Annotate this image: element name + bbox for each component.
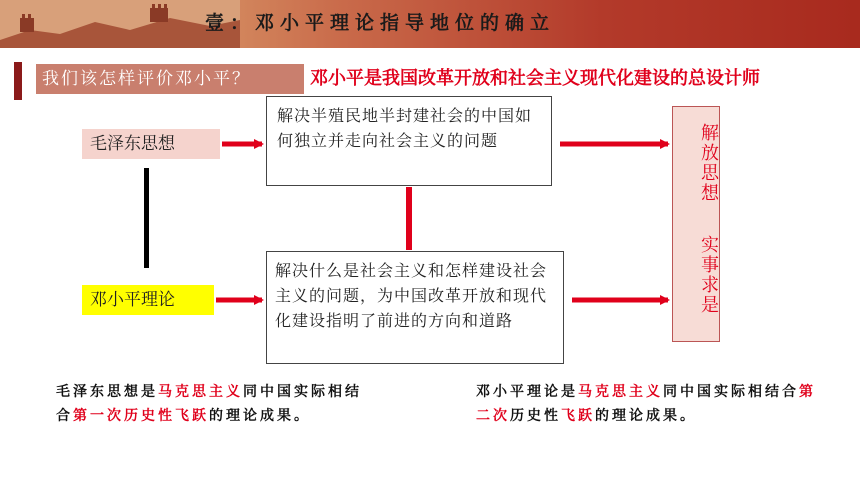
mao-summary: 毛泽东思想是马克思主义同中国实际相结合第一次历史性飞跃的理论成果。 xyxy=(56,384,362,424)
mao-problem-box: 解决半殖民地半封建社会的中国如何独立并走向社会主义的问题 xyxy=(266,96,552,186)
answer-text: 邓小平是我国改革开放和社会主义现代化建设的总设计师 xyxy=(310,68,760,89)
deng-summary: 邓小平理论是马克思主义同中国实际相结合第二次历史性飞跃的理论成果。 xyxy=(476,384,816,424)
question-label: 我们该怎样评价邓小平？ xyxy=(36,64,304,94)
page-title: 壹：邓小平理论指导地位的确立 xyxy=(205,12,556,34)
conclusion-top-text: 解放思想 xyxy=(698,123,719,203)
mao-thought-label: 毛泽东思想 xyxy=(82,129,220,159)
deng-theory-label: 邓小平理论 xyxy=(82,285,214,315)
conclusion-bottom-text: 实事求是 xyxy=(698,235,719,315)
deng-problem-box: 解决什么是社会主义和怎样建设社会主义的问题，为中国改革开放和现代化建设指明了前进的方向和道路 xyxy=(266,251,564,364)
